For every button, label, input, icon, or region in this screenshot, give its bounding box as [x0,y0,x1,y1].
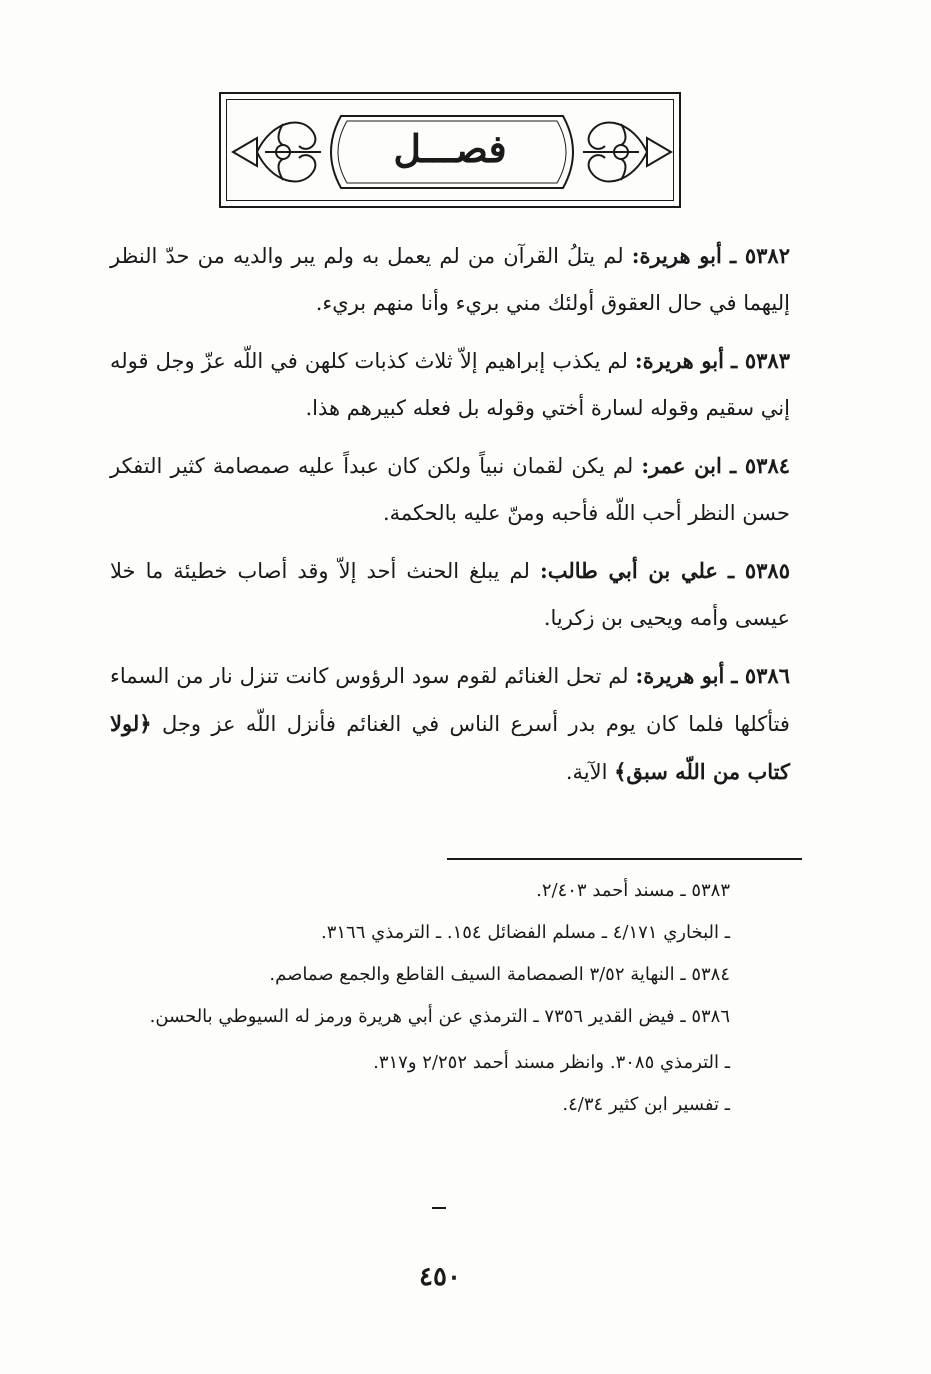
entry-text: لم يبلغ الحنث أحد إلاّ وقد أصاب خطيئة ما خلا عيسى وأمه ويحيى بن زكريا. [110,559,790,630]
footnote: ـ تفسير ابن كثير ٤/٣٤. [562,1094,730,1115]
entry-author: أبو هريرة: [631,243,722,268]
entry-author: ابن عمر: [641,453,722,478]
footnote-divider [447,858,802,860]
footnote: ٥٣٨٦ ـ فيض القدير ٧٣٥٦ ـ الترمذي عن أبي هريرة ورمز له السيوطي بالحسن. [149,1006,730,1027]
quran-quote: ﴿لولا كتاب من اللّه سبق﴾ [110,711,790,784]
footnote: ـ البخاري ٤/١٧١ ـ مسلم الفضائل ١٥٤. ـ الترمذي ٣١٦٦. [320,922,730,943]
footnote: ٥٣٨٣ ـ مسند أحمد ٢/٤٠٣. [536,880,730,901]
entry-text: لم تحل الغنائم لقوم سود الرؤوس كانت تنزل نار من السماء فتأكلها فلما كان يوم بدر أسرع الناس في الغنائم فأنزل اللّه عز وجل [110,664,790,736]
footnote: ـ الترمذي ٣٠٨٥. وانظر مسند أحمد ٢/٢٥٢ و٣١٧. [373,1052,730,1073]
entry-author: علي بن أبي طالب: [539,558,718,583]
section-end-dash [432,1207,446,1209]
footnotes [105,870,730,1126]
entry-tail: الآية. [565,760,608,784]
entry-5382 [110,232,790,327]
footnote: ٥٣٨٤ ـ النهاية ٣/٥٢ الصمصامة السيف القاطع والجمع صماصم. [269,964,730,985]
entry-5385 [110,547,790,642]
entry-5383 [110,337,790,432]
hadith-entries [110,232,790,806]
chapter-title-frame [219,92,681,208]
entry-author: أبو هريرة: [634,348,724,373]
entry-number: ٥٣٨٦ ـ [731,663,790,688]
page-number: ٤٥٠ [419,1262,461,1292]
entry-5386 [110,652,790,796]
entry-text: لم يتلُ القرآن من لم يعمل به ولم يبر والديه من حدّ النظر إليهما في حال العقوق أولئك مني بريء وأنا منهم بريء. [110,244,790,315]
entry-author: أبو هريرة: [635,663,725,688]
entry-number: ٥٣٨٤ ـ [729,453,791,478]
entry-number: ٥٣٨٣ ـ [731,348,790,373]
entry-number: ٥٣٨٢ ـ [729,243,790,268]
entry-text: لم يكذب إبراهيم إلاّ ثلاث كذبات كلهن في اللّه عزّ وجل قوله إني سقيم وقوله لسارة أختي وقوله بل فعله كبيرهم هذا. [110,349,790,420]
entry-text: لم يكن لقمان نبياً ولكن كان عبداً عليه صمصامة كثير التفكر حسن النظر أحب اللّه فأحبه ومنّ عليه بالحكمة. [110,454,790,525]
chapter-title: فصـــل [393,126,507,171]
entry-5384 [110,442,790,537]
entry-number: ٥٣٨٥ ـ [728,558,790,583]
